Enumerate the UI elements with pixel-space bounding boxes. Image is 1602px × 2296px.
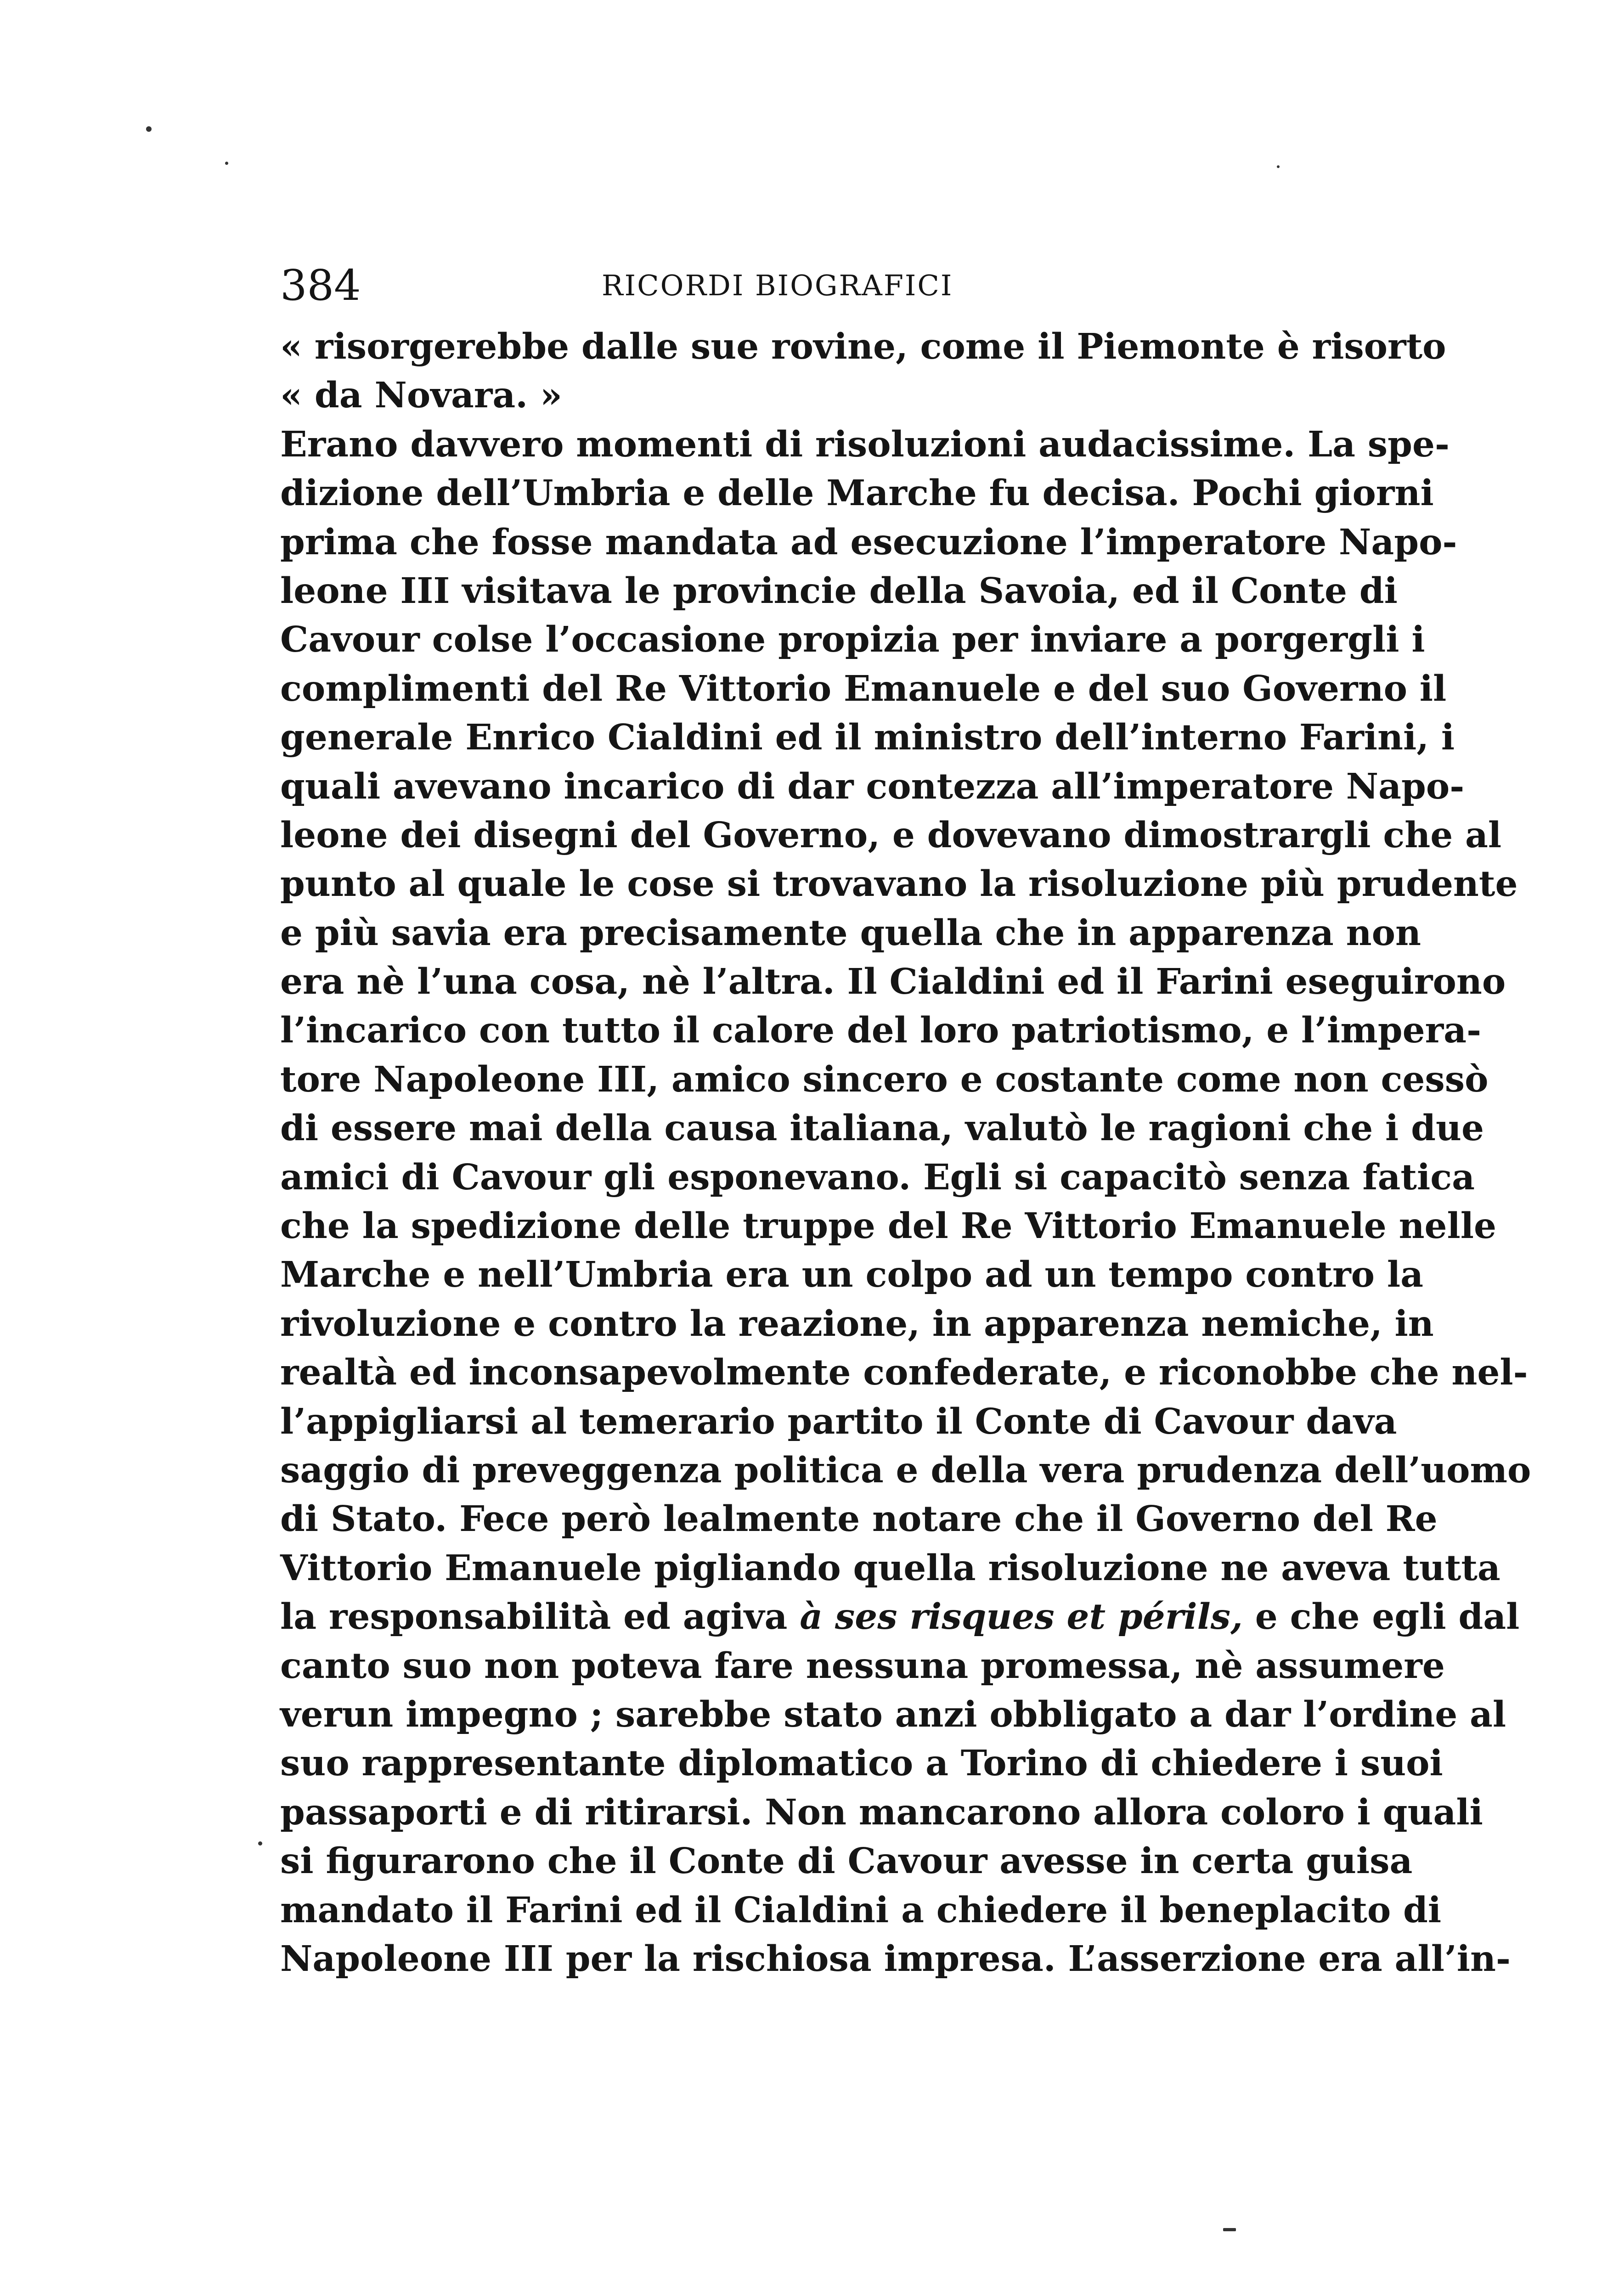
text-line: era nè l’una cosa, nè l’altra. Il Cialdini ed il Farini eseguirono bbox=[280, 961, 1506, 1003]
text-line: suo rappresentante diplomatico a Torino di chiedere i suoi bbox=[280, 1743, 1443, 1784]
text-line: mandato il Farini ed il Cialdini a chiedere il beneplacito di bbox=[280, 1889, 1442, 1931]
text-line: punto al quale le cose si trovavano la risoluzione più prudente bbox=[280, 863, 1518, 905]
text-line: « risorgerebbe dalle sue rovine, come il Piemonte è risorto bbox=[280, 326, 1446, 367]
text-line: prima che fosse mandata ad esecuzione l’imperatore Napo- bbox=[280, 521, 1457, 563]
running-header bbox=[280, 253, 1314, 318]
text-line: di essere mai della causa italiana, valutò le ragioni che i due bbox=[280, 1108, 1484, 1149]
text-line: Napoleone III per la rischiosa impresa. L’asserzione era all’in- bbox=[280, 1938, 1511, 1980]
paper-speck bbox=[225, 162, 228, 165]
italic-phrase: à ses risques et périls, bbox=[800, 1596, 1243, 1638]
text-segment: e che egli dal bbox=[1242, 1596, 1520, 1638]
text-line: verun impegno ; sarebbe stato anzi obbligato a dar l’ordine al bbox=[280, 1694, 1506, 1735]
text-line: saggio di preveggenza politica e della vera prudenza dell’uomo bbox=[280, 1449, 1531, 1491]
paper-speck bbox=[146, 126, 152, 132]
text-line: quali avevano incarico di dar contezza all’imperatore Napo- bbox=[280, 765, 1465, 807]
text-line: Cavour colse l’occasione propizia per inviare a porgergli i bbox=[280, 619, 1425, 661]
paper-speck bbox=[1277, 165, 1280, 168]
text-line: canto suo non poteva fare nessuna promessa, nè assumere bbox=[280, 1645, 1445, 1687]
text-line: dizione dell’Umbria e delle Marche fu decisa. Pochi giorni bbox=[280, 473, 1434, 514]
text-line: tore Napoleone III, amico sincero e costante come non cessò bbox=[280, 1058, 1489, 1100]
text-line: si figurarono che il Conte di Cavour avesse in certa guisa bbox=[280, 1840, 1413, 1882]
text-line: di Stato. Fece però lealmente notare che il Governo del Re bbox=[280, 1498, 1438, 1540]
text-line: passaporti e di ritirarsi. Non mancarono allora coloro i quali bbox=[280, 1791, 1483, 1833]
text-line: l’appigliarsi al temerario partito il Conte di Cavour dava bbox=[280, 1401, 1397, 1442]
text-line: leone III visitava le provincie della Savoia, ed il Conte di bbox=[280, 570, 1398, 612]
text-line: Vittorio Emanuele pigliando quella risoluzione ne aveva tutta bbox=[280, 1547, 1500, 1589]
text-line: leone dei disegni del Governo, e dovevano dimostrargli che al bbox=[280, 814, 1502, 856]
text-line-with-italic bbox=[280, 1593, 1520, 1641]
running-title: RICORDI BIOGRAFICI bbox=[602, 269, 953, 302]
page-number: 384 bbox=[280, 261, 361, 310]
text-line: Marche e nell’Umbria era un colpo ad un tempo contro la bbox=[280, 1254, 1423, 1296]
text-line: « da Novara. » bbox=[280, 375, 563, 416]
text-line: l’incarico con tutto il calore del loro patriotismo, e l’impera- bbox=[280, 1010, 1482, 1052]
text-line: che la spedizione delle truppe del Re Vittorio Emanuele nelle bbox=[280, 1205, 1497, 1247]
text-line: e più savia era precisamente quella che in apparenza non bbox=[280, 912, 1421, 954]
text-line: complimenti del Re Vittorio Emanuele e del suo Governo il bbox=[280, 668, 1447, 709]
paper-speck bbox=[1223, 2228, 1236, 2231]
text-segment: la responsabilità ed agiva bbox=[280, 1596, 800, 1638]
text-line: realtà ed inconsapevolmente confederate, e riconobbe che nel- bbox=[280, 1352, 1528, 1394]
body-text bbox=[280, 322, 1531, 1983]
text-line: amici di Cavour gli esponevano. Egli si capacitò senza fatica bbox=[280, 1156, 1475, 1198]
paper-speck bbox=[258, 1841, 262, 1846]
text-line: rivoluzione e contro la reazione, in apparenza nemiche, in bbox=[280, 1303, 1434, 1345]
text-line: generale Enrico Cialdini ed il ministro dell’interno Farini, i bbox=[280, 717, 1455, 759]
text-line: Erano davvero momenti di risoluzioni audacissime. La spe- bbox=[280, 423, 1450, 465]
